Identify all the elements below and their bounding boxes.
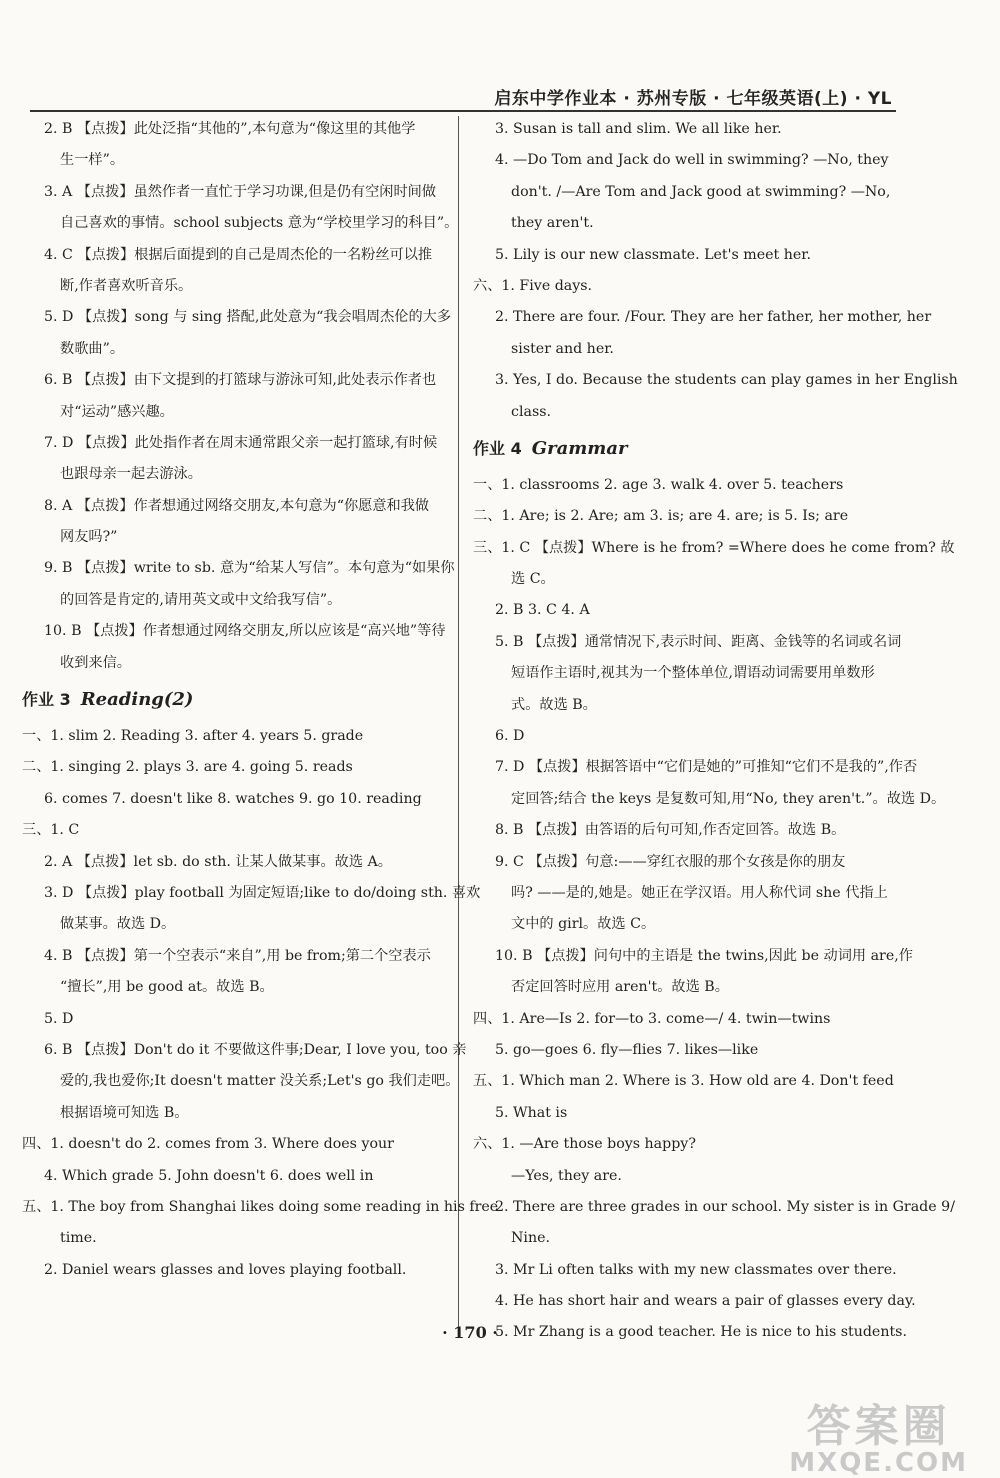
answer-line: 10. B 【点拨】问句中的主语是 the twins,因此 be 动词用 are,作	[495, 947, 913, 964]
answer-line: 做某事。故选 D。	[60, 916, 176, 933]
answer-line: 网友吗?”	[60, 529, 118, 546]
answer-line: 3. D 【点拨】play football 为固定短语;like to do/doing sth. 喜欢	[44, 884, 481, 901]
answer-line: 2. Daniel wears glasses and loves playing football.	[44, 1261, 407, 1278]
section-number: 作业 4	[473, 438, 522, 458]
section-number: 作业 3	[22, 690, 71, 710]
section-heading	[473, 430, 900, 468]
answer-line: 7. D 【点拨】此处指作者在周末通常跟父亲一起打篮球,有时候	[44, 434, 438, 451]
answer-line: 生一样”。	[60, 152, 125, 169]
answer-line: 断,作者喜欢听音乐。	[60, 277, 193, 294]
answer-line: 4. He has short hair and wears a pair of glasses every day.	[495, 1293, 916, 1310]
answer-line: 四、1. Are—Is 2. for—to 3. come—/ 4. twin—twins	[473, 1010, 831, 1027]
answer-line: 9. C 【点拨】句意:——穿红衣服的那个女孩是你的朋友	[495, 853, 846, 870]
answer-line: sister and her.	[511, 340, 614, 357]
answer-line: 否定回答时应用 aren't。故选 B。	[511, 979, 729, 996]
answer-line: 2. There are four. /Four. They are her father, her mother, her	[495, 309, 932, 326]
section-title: Reading(2)	[80, 689, 194, 711]
answer-line: 三、1. C 【点拨】Where is he from? =Where does he come from? 故	[473, 539, 955, 556]
answer-line: 4. C 【点拨】根据后面提到的自己是周杰伦的一名粉丝可以推	[44, 246, 433, 263]
answer-line: 3. Mr Li often talks with my new classmates over there.	[495, 1261, 897, 1278]
answer-line: 也跟母亲一起去游泳。	[60, 466, 202, 483]
answer-line: don't. /—Are Tom and Jack good at swimming? —No,	[511, 183, 891, 200]
answer-line: 6. B 【点拨】由下文提到的打篮球与游泳可知,此处表示作者也	[44, 372, 437, 389]
answer-line: 2. There are three grades in our school. My sister is in Grade 9/	[495, 1198, 955, 1215]
answer-line: 根据语境可知选 B。	[60, 1104, 189, 1121]
answer-line: 5. Lily is our new classmate. Let's meet her.	[495, 246, 812, 263]
answer-line: 2. B 3. C 4. A	[495, 602, 590, 619]
answer-line: 五、1. The boy from Shanghai likes doing some reading in his free	[22, 1198, 499, 1215]
answer-line: 2. A 【点拨】let sb. do sth. 让某人做某事。故选 A。	[44, 853, 392, 870]
answer-line: 六、1. Five days.	[473, 277, 593, 294]
answer-line: 文中的 girl。故选 C。	[511, 916, 656, 933]
answer-line: 短语作主语时,视其为一个整体单位,谓语动词需要用单数形	[511, 665, 875, 682]
answer-line: 数歌曲”。	[60, 340, 125, 357]
header-rule	[30, 110, 896, 112]
answer-line: 一、1. classrooms 2. age 3. walk 4. over 5. teachers	[473, 476, 844, 493]
right-column	[473, 114, 958, 1349]
answer-line: 5. What is	[495, 1104, 568, 1121]
answer-line: 9. B 【点拨】write to sb. 意为“给某人写信”。本句意为“如果你	[44, 560, 455, 577]
answer-line: 5. go—goes 6. fly—flies 7. likes—like	[495, 1041, 759, 1058]
answer-line: 10. B 【点拨】作者想通过网络交朋友,所以应该是“高兴地”等待	[44, 623, 446, 640]
answer-line: 二、1. singing 2. plays 3. are 4. going 5. reads	[22, 759, 353, 776]
answer-line: 吗? ——是的,她是。她正在学汉语。用人称代词 she 代指上	[511, 884, 888, 901]
answer-line: 8. A 【点拨】作者想通过网络交朋友,本句意为“你愿意和我做	[44, 497, 430, 514]
answer-line: they aren't.	[511, 215, 594, 232]
answer-line: class.	[511, 403, 552, 420]
answer-line: 三、1. C	[22, 822, 80, 839]
answer-line: “擅长”,用 be good at。故选 B。	[60, 979, 274, 996]
answer-line: 5. D 【点拨】song 与 sing 搭配,此处意为“我会唱周杰伦的大多	[44, 309, 452, 326]
answer-line: 5. B 【点拨】通常情况下,表示时间、距离、金钱等的名词或名词	[495, 633, 902, 650]
answer-line: 3. A 【点拨】虽然作者一直忙于学习功课,但是仍有空闲时间做	[44, 183, 437, 200]
answer-line: 五、1. Which man 2. Where is 3. How old are 4. Don't feed	[473, 1073, 894, 1090]
page-number: · 170 ·	[442, 1323, 498, 1342]
answer-line: 4. Which grade 5. John doesn't 6. does well in	[44, 1167, 374, 1184]
answer-line: 对“运动”感兴趣。	[60, 403, 174, 420]
answer-line: 的回答是肯定的,请用英文或中文给我写信”。	[60, 591, 342, 608]
answer-line: 7. D 【点拨】根据答语中“它们是她的”可推知“它们不是我的”,作否	[495, 759, 918, 776]
answer-line: 6. comes 7. doesn't like 8. watches 9. go 10. reading	[44, 790, 422, 807]
answer-line: 自己喜欢的事情。school subjects 意为“学校里学习的科目”。	[60, 215, 459, 232]
section-title: Grammar	[531, 437, 628, 459]
answer-line: 式。故选 B。	[511, 696, 597, 713]
answer-line: 选 C。	[511, 571, 555, 588]
answer-line: 二、1. Are; is 2. Are; am 3. is; are 4. are; is 5. Is; are	[473, 508, 849, 525]
answer-line: 8. B 【点拨】由答语的后句可知,作否定回答。故选 B。	[495, 822, 846, 839]
answer-line: 四、1. doesn't do 2. comes from 3. Where does your	[22, 1136, 394, 1153]
answer-line: Nine.	[511, 1230, 550, 1247]
answer-line: 5. D	[44, 1010, 74, 1027]
running-header: 启东中学作业本 · 苏州专版 · 七年级英语(上) · YL	[494, 89, 892, 109]
answer-line: 收到来信。	[60, 654, 131, 671]
answer-line: 6. D	[495, 728, 525, 745]
answer-line: 爱的,我也爱你;It doesn't matter 没关系;Let's go 我们走吧。	[60, 1073, 460, 1090]
section-heading	[22, 681, 447, 719]
answer-line: 3. Susan is tall and slim. We all like her.	[495, 121, 782, 137]
answer-line: —Yes, they are.	[511, 1167, 622, 1184]
answer-line: 3. Yes, I do. Because the students can play games in her English	[495, 372, 958, 389]
answer-line: 4. B 【点拨】第一个空表示“来自”,用 be from;第二个空表示	[44, 947, 431, 964]
answer-line: 2. B 【点拨】此处泛指“其他的”,本句意为“像这里的其他学	[44, 121, 416, 137]
answer-line: time.	[60, 1230, 97, 1247]
answer-line: 定回答;结合 the keys 是复数可知,用“No, they aren't.”。故选 D。	[511, 790, 946, 807]
answer-line: 5. Mr Zhang is a good teacher. He is nice to his students.	[495, 1324, 907, 1341]
watermark-logo: 答案圈 MXQE.COM	[789, 1401, 968, 1478]
answer-line: 6. B 【点拨】Don't do it 不要做这件事;Dear, I love you, too 亲	[44, 1041, 467, 1058]
answer-line: 六、1. —Are those boys happy?	[473, 1136, 696, 1153]
answer-line: 4. —Do Tom and Jack do well in swimming? —No, they	[495, 152, 889, 169]
answer-line: 一、1. slim 2. Reading 3. after 4. years 5. grade	[22, 728, 364, 745]
column-divider	[458, 116, 459, 1328]
